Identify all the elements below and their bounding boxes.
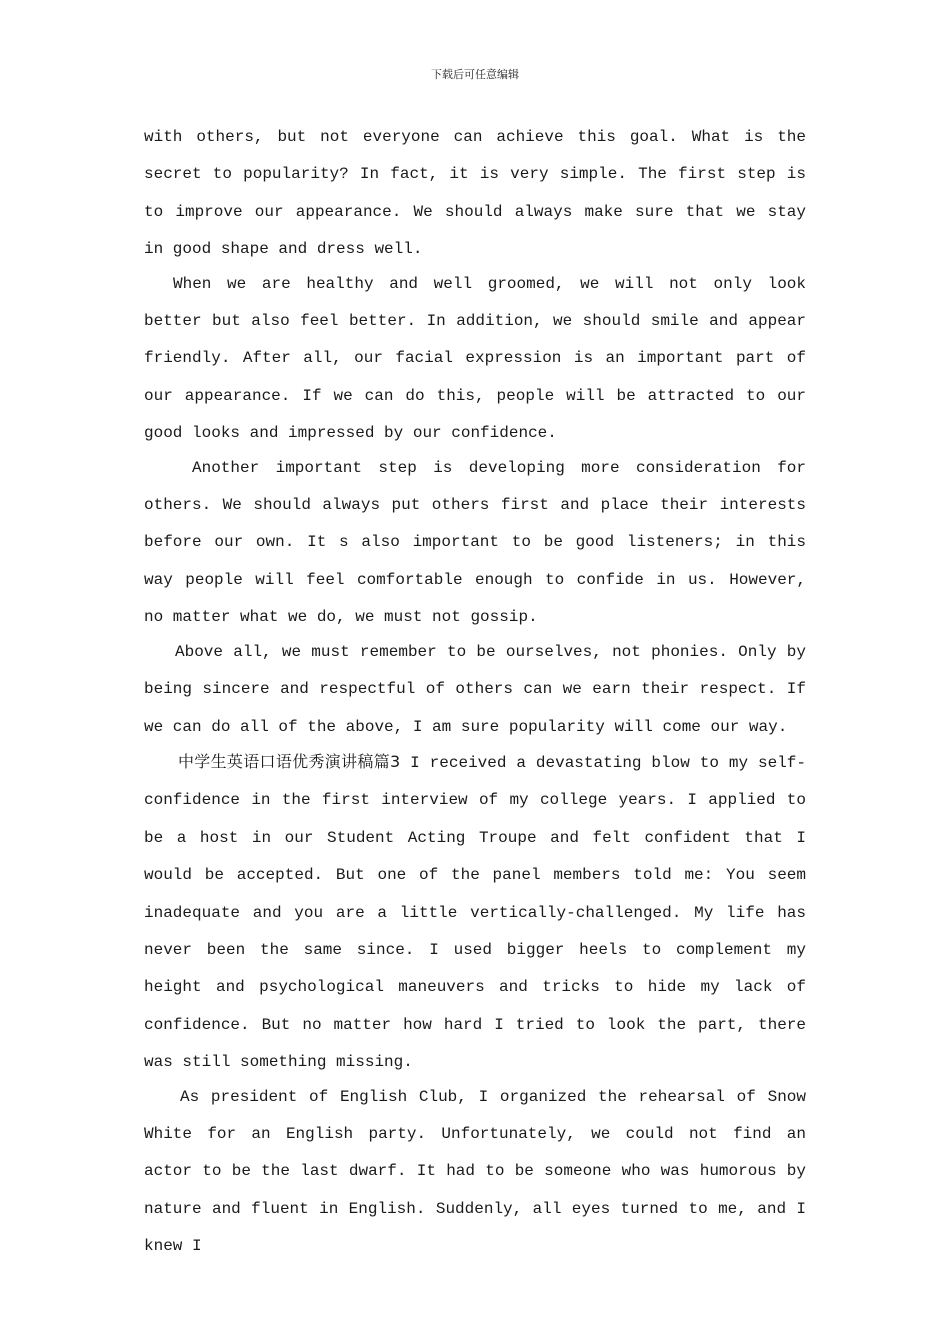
paragraph: with others, but not everyone can achieve this goal. What is the secret to popularity? In fact, it is very simple. The first step is to improve our appearance. We should always make sure that we stay in good shape and dress well.: [144, 128, 806, 259]
paragraph: [144, 743, 806, 1082]
document-body: [144, 119, 806, 1263]
paragraph: Above all, we must remember to be ourselves, not phonies. Only by being sincere and respectful of others can we earn their respect. If we can do all of the above, I am sure popularity will come our way.: [144, 642, 806, 736]
section-heading: 中学生英语口语优秀演讲稿篇3: [178, 751, 401, 771]
paragraph: When we are healthy and well groomed, we will not only look better but also feel better. In addition, we should smile and appear friendly. After all, our facial expression is an important part of our appearance. If we can do this, people will be attracted to our good looks and impressed by our confidence.: [144, 274, 806, 443]
paragraph: Another important step is developing more consideration for others. We should always put others first and place their interests before our own. It s also important to be good listeners; in this way people will feel comfortable enough to confide in us. However, no matter what we do, we must not gossip.: [144, 458, 806, 627]
paragraph-text: I received a devastating blow to my self-confidence in the first interview of my college years. I applied to be a host in our Student Acting Troupe and felt confident that I would be accepted. But one of the panel members told me: You seem inadequate and you are a little vertically-challenged. My life has never been the same since. I used bigger heels to complement my height and psychological maneuvers and tricks to hide my lack of confidence. But no matter how hard I tried to look the part, there was still something missing.: [144, 753, 806, 1072]
page-header: 下载后可任意编辑: [431, 68, 519, 81]
paragraph: As president of English Club, I organized the rehearsal of Snow White for an English party. Unfortunately, we could not find an actor to be the last dwarf. It had to be someone who was humorous by nature and fluent in English. Suddenly, all eyes turned to me, and I knew I: [144, 1087, 806, 1256]
